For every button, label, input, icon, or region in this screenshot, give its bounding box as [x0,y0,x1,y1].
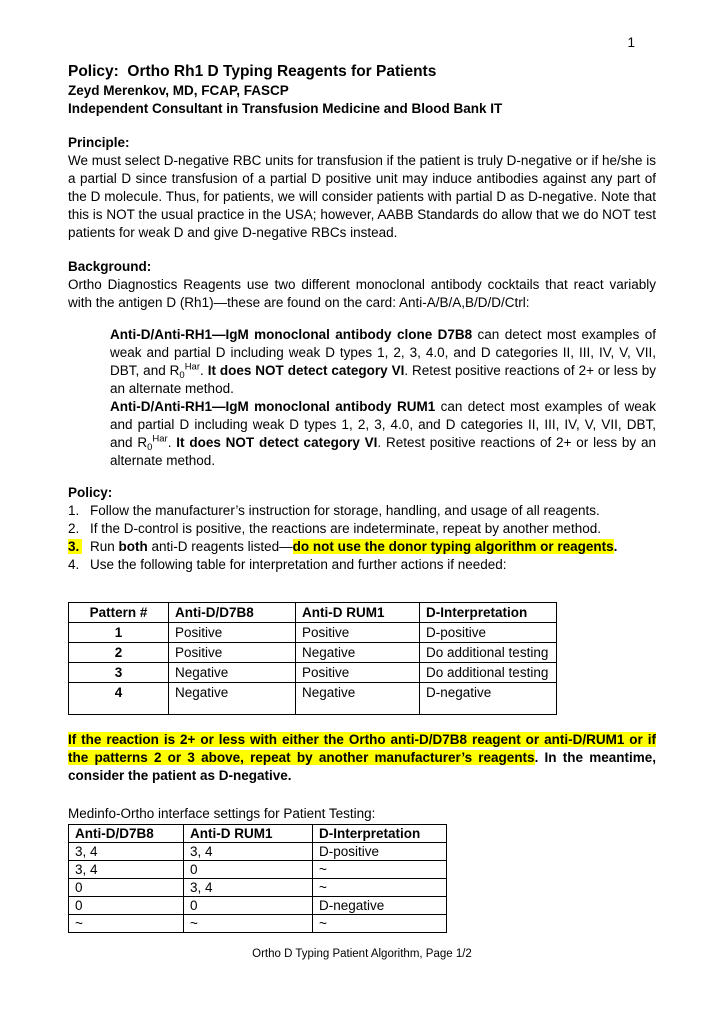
reagent-paragraph-rum1: Anti-D/Anti-RH1—IgM monoclonal antibody RUM1 can detect most examples of weak and partial D including weak D types 1, 2, 3, 4.0, and D categories II, III, IV, V, VII, DBT, and $R_0^{Har}$. It does NOT detect category VI. Retest positive reactions of 2+ or less by an alternate method. [110,399,656,468]
table-cell: D-positive [420,623,557,643]
table-header-row [69,825,447,843]
table-cell: 4 [69,683,169,715]
column-header: D-Interpretation [313,825,447,843]
table-cell: Negative [296,643,420,663]
table-cell: 3, 4 [184,879,313,897]
list-number: 4. [68,557,80,572]
document-title: Policy: Ortho Rh1 D Typing Reagents for Patients [68,63,437,80]
table-cell: D-negative [313,897,447,915]
table-cell: 2 [69,643,169,663]
policy-item-text: If the D-control is positive, the reactions are indeterminate, repeat by another method. [90,521,602,536]
table-row [69,683,557,715]
warning-paragraph: If the reaction is 2+ or less with either the Ortho anti-D/D7B8 reagent or anti-D/RUM1 or if the patterns 2 or 3 above, repeat by another manufacturer’s reagents. In the meantime, consider the patient as D-negative. [68,732,657,783]
table-cell: Do additional testing [420,643,557,663]
table-row [69,861,447,879]
table-cell: 3, 4 [69,861,184,879]
table-cell: 0 [184,861,313,879]
page-footer: Ortho D Typing Patient Algorithm, Page 1/2 [252,948,472,960]
table-cell: D-negative [420,683,557,715]
page-number: 1 [627,35,635,50]
table-cell: ~ [69,915,184,933]
background-intro: Ortho Diagnostics Reagents use two different monoclonal antibody cocktails that react variably with the antigen D (Rh1)—these are found on the card: Anti-A/B/A,B/D/D/Ctrl: [68,277,656,310]
policy-item-text: Follow the manufacturer’s instruction for storage, handling, and usage of all reagents. [90,503,600,518]
table-cell: Negative [169,683,296,715]
principle-body: We must select D-negative RBC units for transfusion if the patient is truly D-negative or if he/she is a partial D since transfusion of a partial D positive unit may induce antibodies against any part of the D molecule. Thus, for patients, we will consider patients with partial D as D-negative. Note that this is NOT the usual practice in the USA; however, AABB Standards do allow that we do NOT test patients for weak D and give D-negative RBCs instead. [68,153,657,240]
table-cell: ~ [313,915,447,933]
medinfo-table-label: Medinfo-Ortho interface settings for Patient Testing: [68,806,376,821]
table-row [69,879,447,897]
table-cell: Positive [169,623,296,643]
list-number: 2. [68,521,80,536]
principle-heading: Principle: [68,135,130,150]
column-header: Anti-D RUM1 [184,825,313,843]
policy-item-1 [68,502,656,520]
table-cell: Positive [169,643,296,663]
policy-item-2 [68,520,656,538]
column-header: Anti-D/D7B8 [69,825,184,843]
policy-item-text: Use the following table for interpretation and further actions if needed: [90,557,507,572]
table-cell: 3 [69,663,169,683]
table-cell: ~ [184,915,313,933]
table-cell: Positive [296,623,420,643]
table-row [69,623,557,643]
policy-heading: Policy: [68,485,113,500]
column-header: Pattern # [69,603,169,623]
table-row [69,843,447,861]
table-cell: Positive [296,663,420,683]
table-header-row [69,603,557,623]
policy-item-3 [68,538,656,556]
table-cell: ~ [313,861,447,879]
medinfo-table [68,824,447,933]
principle-section [68,134,656,242]
background-section [68,258,656,470]
reagent-paragraph-d7b8: Anti-D/Anti-RH1—IgM monoclonal antibody clone D7B8 can detect most examples of weak and partial D including weak D types 1, 2, 3, 4.0, and D categories II, III, IV, V, VII, DBT, and $R_0^{Har}$. It does NOT detect category VI. Retest positive reactions of 2+ or less by an alternate method. [110,327,657,396]
table-cell: ~ [313,879,447,897]
policy-section [68,484,656,574]
background-heading: Background: [68,259,152,274]
table-cell: 3, 4 [184,843,313,861]
author: Zeyd Merenkov, MD, FCAP, FASCP [68,83,289,98]
table-row [69,897,447,915]
table-cell: D-positive [313,843,447,861]
table-row [69,915,447,933]
author-affiliation: Independent Consultant in Transfusion Medicine and Blood Bank IT [68,101,503,116]
table-cell: Do additional testing [420,663,557,683]
table-cell: 1 [69,623,169,643]
policy-item-4 [68,556,656,574]
table-row [69,643,557,663]
column-header: D-Interpretation [420,603,557,623]
column-header: Anti-D RUM1 [296,603,420,623]
table-cell: 3, 4 [69,843,184,861]
table-cell: Negative [169,663,296,683]
table-cell: 0 [69,897,184,915]
column-header: Anti-D/D7B8 [169,603,296,623]
table-row [69,663,557,683]
table-cell: 0 [184,897,313,915]
interpretation-table [68,602,557,715]
list-number: 1. [68,503,80,518]
table-cell: Negative [296,683,420,715]
table-cell: 0 [69,879,184,897]
list-number: 3. [68,538,90,556]
policy-item-text: Run both anti-D reagents listed—do not use the donor typing algorithm or reagents. [90,539,618,554]
